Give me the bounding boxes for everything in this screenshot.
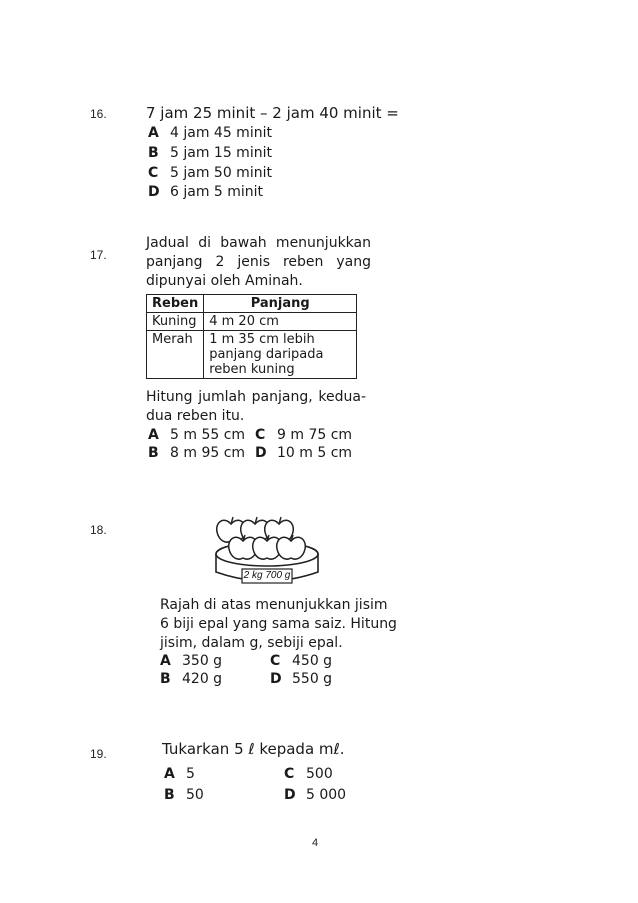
option-text: 5 jam 15 minit [170,145,272,161]
option-text: 9 m 75 cm [277,427,353,443]
option-text: 450 g [292,653,333,669]
stem-line: panjang 2 jenis reben yang [146,254,371,270]
question-17-question [146,388,366,426]
question-19-number: 19. [90,747,107,761]
table-header: Panjang [204,295,357,313]
question-17-number: 17. [90,248,107,262]
option-letter: C [255,427,266,443]
option-letter: D [255,445,267,461]
option-letter: A [148,427,159,443]
table-cell: 1 m 35 cm lebih panjang daripada reben kuning [204,331,357,379]
option-letter: C [148,165,159,181]
table-header-row [147,295,357,313]
option-text: 420 g [182,671,223,687]
option-text: 500 [306,766,333,782]
q19-option-a[interactable] [164,765,195,784]
table-cell: 4 m 20 cm [204,313,357,331]
option-text: 5 jam 50 minit [170,165,272,181]
q16-option-b[interactable] [148,144,272,163]
q19-option-b[interactable] [164,786,204,805]
q16-option-c[interactable] [148,164,272,183]
q18-option-d[interactable] [270,670,332,689]
question-18-number: 18. [90,523,107,537]
question-16-stem: 7 jam 25 minit – 2 jam 40 minit = [146,104,399,122]
stem-line: Rajah di atas menunjukkan jisim [160,597,388,613]
question-line: Hitung jumlah panjang, kedua- [146,389,366,405]
option-text: 5 000 [306,787,347,803]
option-letter: B [148,145,159,161]
q18-option-a[interactable] [160,652,222,671]
option-text: 10 m 5 cm [277,445,353,461]
q16-option-d[interactable] [148,183,263,202]
option-text: 50 [186,787,204,803]
option-text: 5 m 55 cm [170,427,246,443]
option-letter: B [164,787,175,803]
q17-option-c[interactable] [255,426,352,445]
scale-reading: 2 kg 700 g [243,570,291,581]
option-letter: A [164,766,175,782]
q19-option-d[interactable] [284,786,346,805]
page-number: 4 [312,837,319,849]
question-19-stem: Tukarkan 5 ℓ kepada mℓ. [162,740,345,758]
option-text: 350 g [182,653,223,669]
q17-option-d[interactable] [255,444,352,463]
q19-option-c[interactable] [284,765,333,784]
question-line: dua reben itu. [146,408,245,424]
apples-on-scale-figure [212,510,322,592]
table-header: Reben [147,295,204,313]
question-16-number: 16. [90,107,107,121]
q17-option-a[interactable] [148,426,245,445]
table-cell: Kuning [147,313,204,331]
option-letter: A [148,125,159,141]
option-letter: C [284,766,295,782]
stem-line: dipunyai oleh Aminah. [146,273,303,289]
ribbon-length-table [146,294,357,379]
table-row [147,313,357,331]
option-text: 550 g [292,671,333,687]
option-text: 6 jam 5 minit [170,184,264,200]
option-letter: D [284,787,296,803]
q18-option-b[interactable] [160,670,222,689]
table-row [147,331,357,379]
q18-option-c[interactable] [270,652,332,671]
option-text: 8 m 95 cm [170,445,246,461]
table-cell: Merah [147,331,204,379]
option-letter: C [270,653,281,669]
option-letter: D [270,671,282,687]
option-letter: D [148,184,160,200]
option-letter: B [148,445,159,461]
option-text: 5 [186,766,195,782]
option-letter: B [160,671,171,687]
question-17-stem [146,234,371,291]
q17-option-b[interactable] [148,444,245,463]
question-18-stem [160,596,397,653]
q16-option-a[interactable] [148,124,272,143]
option-text: 4 jam 45 minit [170,125,272,141]
stem-line: Jadual di bawah menunjukkan [146,235,371,251]
stem-line: jisim, dalam g, sebiji epal. [160,635,343,651]
stem-line: 6 biji epal yang sama saiz. Hitung [160,616,397,632]
option-letter: A [160,653,171,669]
